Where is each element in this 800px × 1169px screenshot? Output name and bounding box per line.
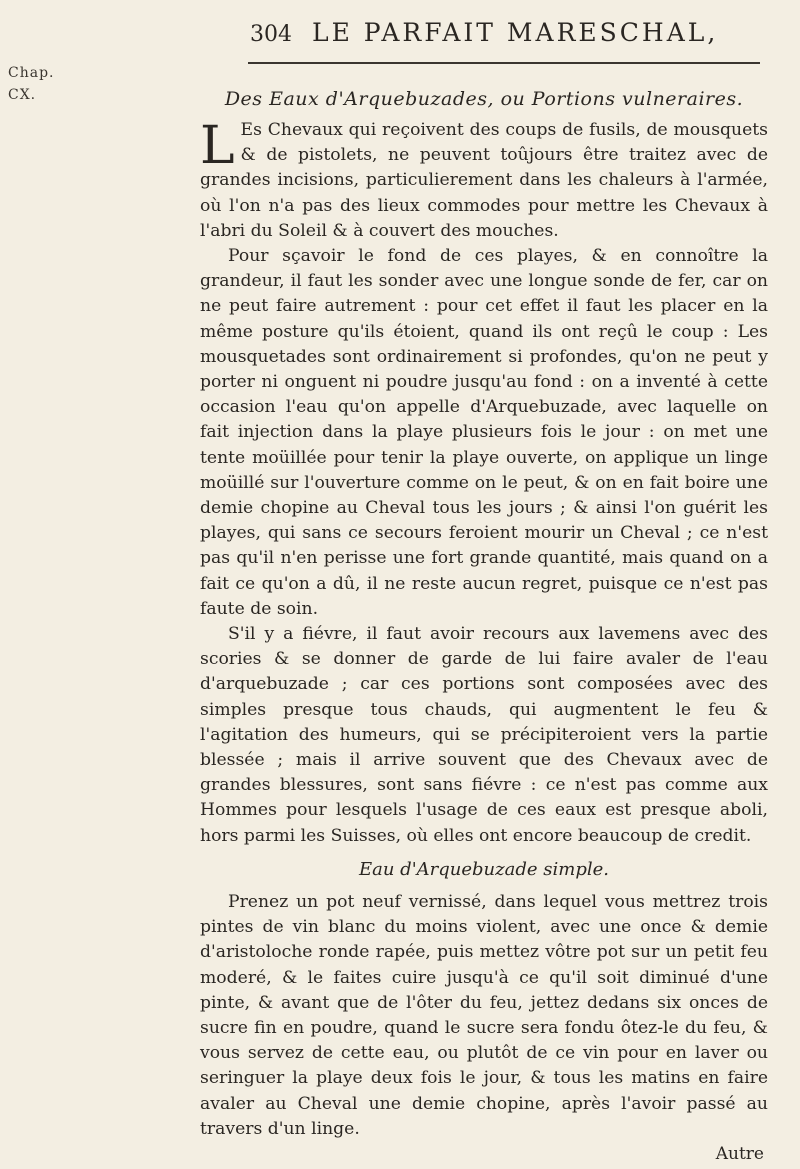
paragraph-1 — [200, 118, 768, 244]
paragraph-1-text: Es Chevaux qui reçoivent des coups de fusils, de mousquets & de pistolets, ne peuvent toûjours être traitez avec de grandes incisions, particulierement dans les chaleurs à l'armée, où l'on n'a pas des lieux commodes pour mettre les Chevaux à l'abri du Soleil & à couvert des mouches. — [200, 120, 768, 241]
section-title: Des Eaux d'Arquebuzades, ou Portions vulneraires. — [224, 88, 744, 110]
chapter-number: CX. — [8, 87, 37, 103]
paragraph-3: S'il y a fiévre, il faut avoir recours aux lavemens avec des scories & se donner de garde de lui faire avaler de l'eau d'arquebuzade ; car ces portions sont composées avec des simples presque tous chauds, qui augmentent le feu & l'agitation des humeurs, qui se précipiteroient vers la partie blessée ; mais il arrive souvent que des Chevaux avec de grandes blessures, sont sans fiévre : ce n'est pas comme aux Hommes pour lesquels l'usage de ces eaux est presque aboli, hors parmi les Suisses, où elles ont encore beaucoup de credit. — [200, 624, 768, 846]
running-head: LE PARFAIT MARESCHAL, — [312, 18, 719, 47]
recipe-subtitle: Eau d'Arquebuzade simple. — [359, 858, 609, 880]
chapter-label: Chap. — [8, 65, 55, 81]
paragraph-2: Pour sçavoir le fond de ces playes, & en connoître la grandeur, il faut les sonder avec une longue sonde de fer, car on ne peut faire autrement : pour cet effet il faut les placer en la même posture qu'ils étoient, quand ils ont reçû le coup : Les mousquetades sont ordinairement si profondes, qu'on ne peut y porter ni onguent ni poudre jusqu'au fond : on a inventé à cette occasion l'eau qu'on appelle d'Arquebuzade, avec laquelle on fait injection dans la playe plusieurs fois le jour : on met une tente moüillée pour tenir la playe ouverte, on applique un linge moüillé sur l'ouverture comme on le peut, & on en fait boire une demie chopine au Cheval tous les jours ; & ainsi l'on guérit les playes, qui sans ce secours feroient mourir un Cheval ; ce n'est pas qu'il n'en perisse une fort grande quantité, mais quand on a fait ce qu'on a dû, il ne reste aucun regret, puisque ce n'est pas faute de soin. — [200, 246, 768, 619]
header-rule — [248, 62, 760, 64]
page-header — [250, 18, 770, 47]
page-number: 304 — [250, 22, 292, 47]
chapter-margin-note — [8, 62, 55, 106]
page-body — [200, 80, 768, 1164]
drop-cap: L — [200, 116, 235, 176]
catchword: Autre — [715, 1143, 764, 1164]
recipe-paragraph: Prenez un pot neuf vernissé, dans lequel vous mettrez trois pintes de vin blanc du moins violent, avec une once & demie d'aristoloche ronde rapée, puis mettez vôtre pot sur un petit feu moderé, & le faites cuire jusqu'à ce qu'il soit diminué d'une pinte, & avant que de l'ôter du feu, jettez dedans six onces de sucre fin en poudre, quand le sucre sera fondu ôtez-le du feu, & vous servez de cette eau, ou plutôt de ce vin pour en laver ou seringuer la playe deux fois le jour, & tous les matins en faire avaler au Cheval une demie chopine, après l'avoir passé au travers d'un linge. — [200, 891, 768, 1139]
